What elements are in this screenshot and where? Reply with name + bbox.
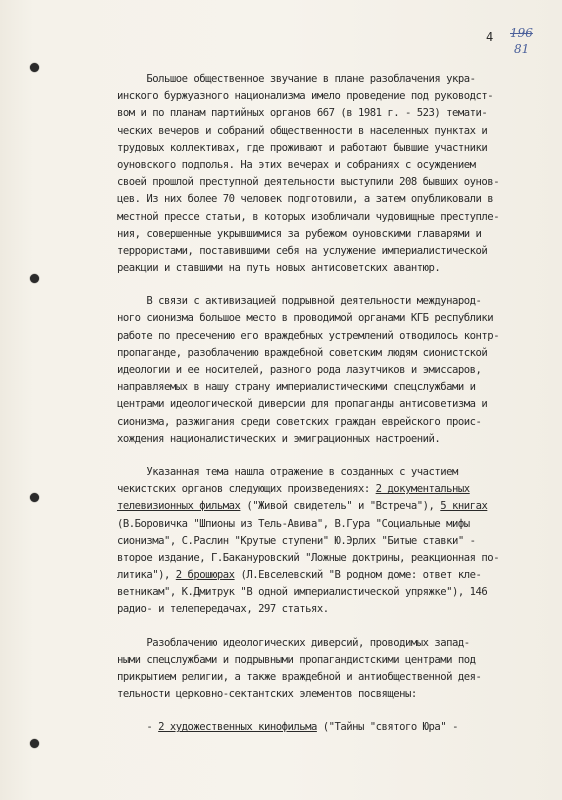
text-line xyxy=(117,293,537,310)
underlined-text: 2 документальных xyxy=(375,483,470,496)
text-segment: вом и по планам партийных органов 667 (в 1981 г. - 523) темати- xyxy=(117,107,488,120)
underlined-text: телевизионных фильмах xyxy=(117,500,241,513)
underlined-text: 5 книгах xyxy=(440,500,488,513)
text-segment: работе по пресечению его враждебных устремлений отводилось контр- xyxy=(117,329,500,342)
text-segment: направляемых в нашу страну империалистическими спецслужбами и xyxy=(117,381,476,394)
paragraph xyxy=(117,71,537,277)
text-segment: тельности церковно-сектантских элементов посвящены: xyxy=(117,688,417,701)
text-line xyxy=(117,260,537,277)
text-line xyxy=(117,379,537,396)
paragraph-gap xyxy=(117,703,537,719)
text-segment: - xyxy=(117,721,159,734)
text-line xyxy=(117,243,537,260)
binder-hole xyxy=(30,493,39,502)
text-line xyxy=(117,414,537,431)
binder-hole xyxy=(30,739,39,748)
paragraph xyxy=(117,293,537,448)
text-segment: ния, совершенные укрывшимися за рубежом оуновскими главарями и xyxy=(117,227,482,240)
paragraph xyxy=(117,635,537,704)
text-segment: Указанная тема нашла отражение в созданных с участием xyxy=(117,465,458,478)
text-line xyxy=(117,105,537,122)
text-segment: сионизма", С.Раслин "Крутые ступени" Ю.Эрлих "Битые ставки" - xyxy=(117,534,476,547)
text-segment: ("Тайны "святого Юра" - xyxy=(316,721,458,734)
text-segment: (В.Боровичка "Шпионы из Тель-Авива", В.Гура "Социальные мифы xyxy=(117,517,470,530)
text-line xyxy=(117,550,537,567)
text-segment: террористами, поставившими себя на услужение империалистической xyxy=(117,244,488,257)
text-line xyxy=(117,209,537,226)
text-line xyxy=(117,719,537,736)
text-segment: прикрытием религии, а также враждебной и антиобщественной дея- xyxy=(117,671,482,683)
text-line xyxy=(117,584,537,601)
text-segment: сионизма, разжигания среди советских граждан еврейского проис- xyxy=(117,415,482,428)
underlined-text: 2 художественных кинофильма xyxy=(158,721,317,734)
paragraph-gap xyxy=(117,619,537,635)
text-segment: пропаганде, разоблачению враждебной советским людям сионистской xyxy=(117,346,488,359)
paragraph xyxy=(117,719,537,736)
text-segment: второе издание, Г.Бакануровский "Ложные доктрины, реакционная по- xyxy=(117,551,500,564)
text-line xyxy=(117,686,537,703)
text-segment: радио- и телепередачах, 297 статьях. xyxy=(117,603,329,616)
text-segment: чекистских органов следующих произведениях: xyxy=(117,483,376,496)
text-line xyxy=(117,140,537,157)
text-line xyxy=(117,464,537,481)
text-segment: В связи с активизацией подрывной деятельности международ- xyxy=(117,295,482,308)
text-segment: идеологии и ее носителей, разного рода лазутчиков и эмиссаров, xyxy=(117,364,482,376)
text-line xyxy=(117,635,537,652)
text-segment: (Л.Евселевский "В родном доме: ответ кле- xyxy=(234,569,482,582)
text-segment: своей прошлой преступной деятельности выступили 208 бывших оунов- xyxy=(117,176,500,189)
text-line xyxy=(117,481,537,498)
text-segment: цев. Из них более 70 человек подготовили, а затем опубликовали в xyxy=(117,193,494,206)
text-line xyxy=(117,498,537,515)
text-line xyxy=(117,652,537,669)
underlined-text: 2 брошюрах xyxy=(175,569,235,582)
text-segment: ветникам", К.Дмитрук "В одной империалистической упряжке"), 146 xyxy=(117,586,488,599)
text-line xyxy=(117,396,537,413)
text-segment: ными спецслужбами и подрывными пропагандистскими центрами под xyxy=(117,653,476,666)
paragraph xyxy=(117,464,537,619)
text-line xyxy=(117,669,537,686)
text-segment: оуновского подполья. На этих вечерах и собраниях с осуждением xyxy=(117,158,476,171)
binder-hole xyxy=(30,274,39,283)
text-segment: ного сионизма большое место в проводимой органами КГБ республики xyxy=(117,312,494,325)
text-segment: хождения националистических и эмиграционных настроений. xyxy=(117,432,441,445)
text-line xyxy=(117,174,537,191)
text-line xyxy=(117,362,537,379)
text-segment: реакции и ставшими на путь новых антисоветских авантюр. xyxy=(117,262,441,275)
text-line xyxy=(117,88,537,105)
binder-hole xyxy=(30,63,39,72)
text-line xyxy=(117,516,537,533)
document-body xyxy=(117,71,537,737)
paragraph-gap xyxy=(117,448,537,464)
text-segment: ческих вечеров и собраний общественности в населенных пунктах и xyxy=(117,124,488,137)
text-line xyxy=(117,533,537,550)
text-segment: центрами идеологической диверсии для пропаганды антисоветизма и xyxy=(117,398,488,411)
paragraph-gap xyxy=(117,277,537,293)
page-number: 4 xyxy=(486,30,494,44)
text-line xyxy=(117,157,537,174)
text-line xyxy=(117,123,537,140)
text-segment: Разоблачению идеологических диверсий, проводимых запад- xyxy=(117,636,470,649)
text-line xyxy=(117,226,537,243)
text-line xyxy=(117,567,537,584)
text-segment: местной прессе статьи, в которых изобличали чудовищные преступле- xyxy=(117,210,500,223)
text-segment: литика"), xyxy=(117,569,176,582)
folio-number-new: 81 xyxy=(514,42,530,56)
text-segment: Большое общественное звучание в плане разоблачения укра- xyxy=(117,73,476,85)
text-line xyxy=(117,328,537,345)
text-line xyxy=(117,191,537,208)
text-line xyxy=(117,310,537,327)
text-line xyxy=(117,345,537,362)
text-line xyxy=(117,71,537,88)
text-line xyxy=(117,431,537,448)
archive-folio-stamp xyxy=(508,26,534,58)
text-segment: инского буржуазного национализма имело проведение под руководст- xyxy=(117,90,494,103)
text-line xyxy=(117,601,537,618)
text-segment: трудовых коллективах, где проживают и работают бывшие участники xyxy=(117,141,488,154)
folio-number-old: 196 xyxy=(510,26,533,40)
text-segment: ("Живой свидетель" и "Встреча"), xyxy=(240,500,441,513)
